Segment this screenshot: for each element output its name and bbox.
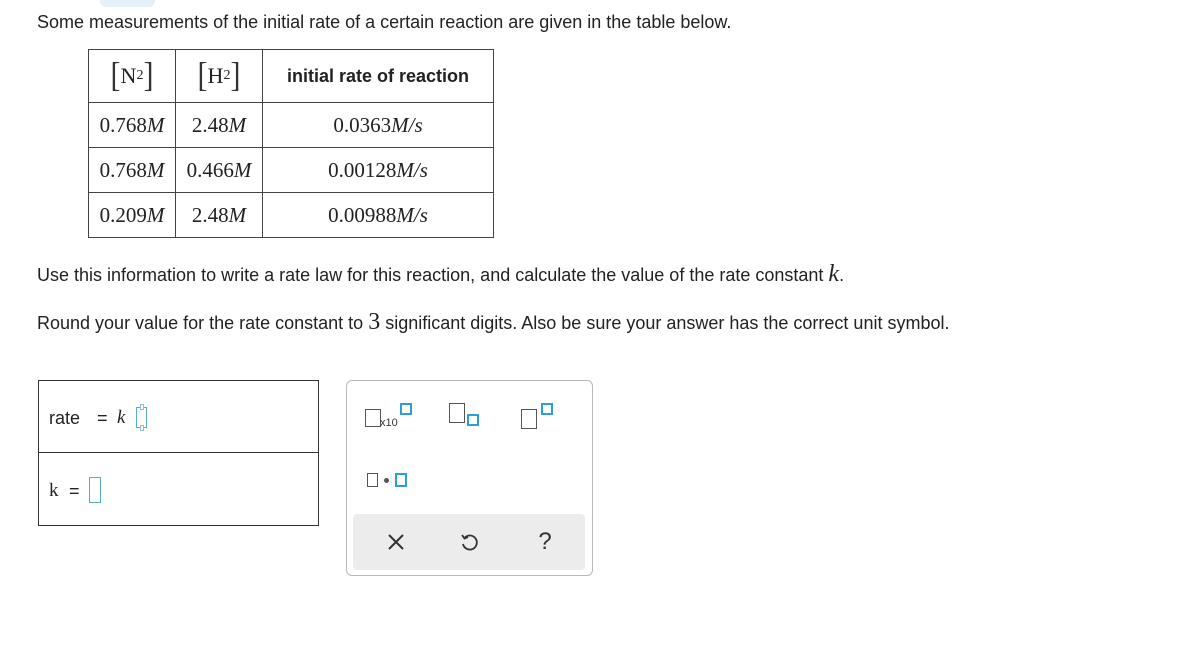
equals-sign: = [69,481,80,501]
undo-icon [459,532,479,552]
multiply-dot-button[interactable] [367,471,411,491]
cell-h2: 2.48M [176,193,263,238]
answer-box [38,380,319,526]
table-row [89,193,494,238]
subscript-slot-icon [467,414,479,426]
header-h2: [ H 2 ] [176,50,263,103]
cell-rate: 0.00988M/s [263,193,494,238]
right-slot-icon [395,473,407,487]
cell-rate: 0.00128M/s [263,148,494,193]
exponent-slot[interactable] [140,425,144,431]
base-slot-icon [521,409,537,429]
cell-n2: 0.768M [89,103,176,148]
base-slot-icon [365,409,381,427]
cell-n2: 0.209M [89,193,176,238]
cell-rate: 0.0363M/s [263,103,494,148]
prompt-instruction: Use this information to write a rate law for this reaction, and calculate the value of the rate constant k. [37,261,845,287]
sig-digits-number: 3 [368,309,381,335]
cell-h2: 2.48M [176,103,263,148]
rate-law-row [39,381,318,453]
prompt-intro: Some measurements of the initial rate of a certain reaction are given in the table below. [37,12,732,32]
dot-icon [384,478,389,483]
math-tool-palette [346,380,593,576]
k-symbol: k [117,407,126,428]
superscript-button[interactable] [521,403,557,431]
table-row [89,103,494,148]
table-row [89,148,494,193]
exponent-slot-icon [400,403,412,415]
exponent-slot[interactable] [140,404,144,410]
k-value-input[interactable] [89,477,101,503]
cell-n2: 0.768M [89,148,176,193]
scientific-notation-button[interactable] [365,403,413,431]
rate-data-table [88,49,494,238]
k-value-row [39,454,318,526]
k-label: k [49,480,59,501]
base-slot-icon [449,403,465,423]
undo-button[interactable] [441,514,497,570]
header-initial-rate: initial rate of reaction [263,50,494,103]
cell-h2: 0.466M [176,148,263,193]
x10-label: x10 [380,417,398,429]
palette-action-bar [353,514,585,570]
left-slot-icon [367,473,378,487]
top-tab-decoration [100,0,155,7]
x-icon [387,533,405,551]
header-n2: [ N 2 ] [89,50,176,103]
subscript-button[interactable] [449,403,483,431]
k-variable: k [828,261,840,287]
rate-label: rate [49,408,81,428]
help-button[interactable]: ? [538,528,552,555]
equals-sign: = [97,408,108,428]
clear-button[interactable] [368,514,424,570]
superscript-slot-icon [541,403,553,415]
rate-law-input[interactable] [136,407,147,428]
table-header-row [89,50,494,103]
prompt-rounding: Round your value for the rate constant to 3 significant digits. Also be sure your answer has the correct unit symbol. [37,309,950,335]
